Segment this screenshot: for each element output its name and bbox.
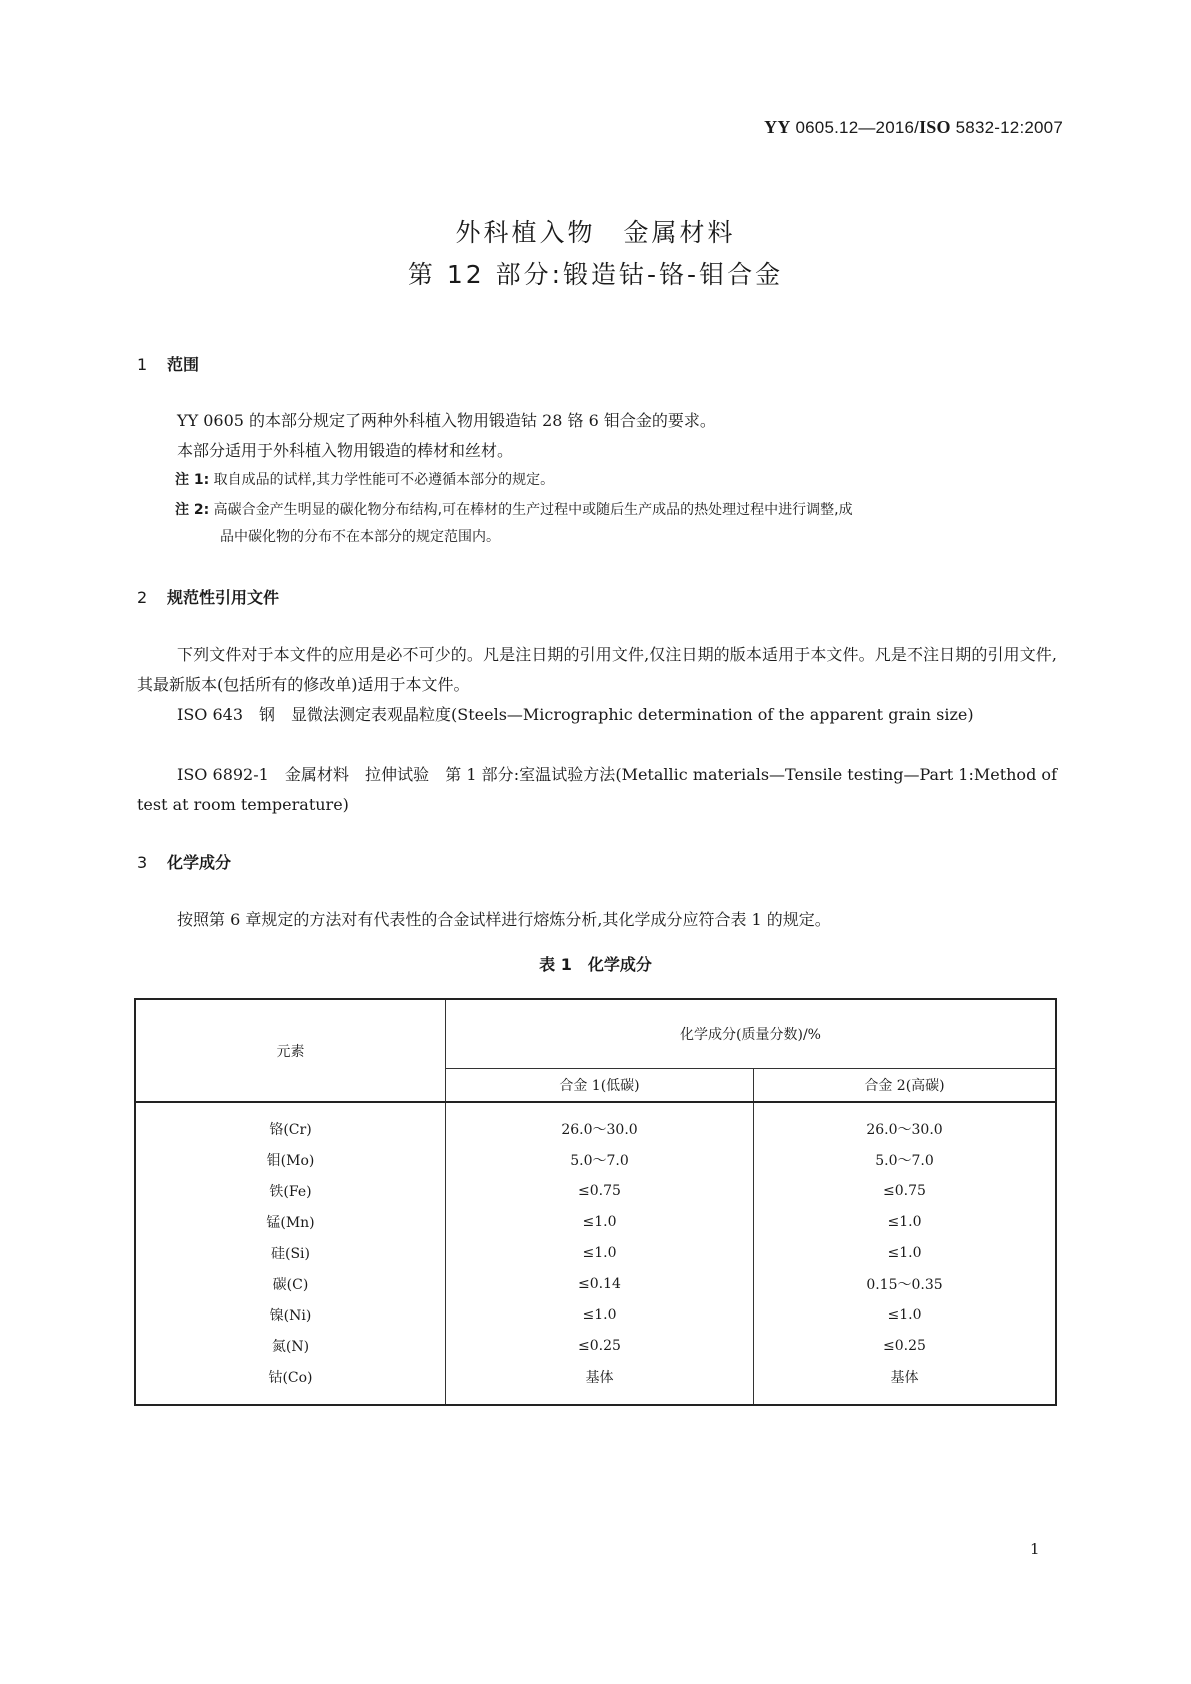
table-row: 硅(Si) ≤1.0 ≤1.0	[135, 1237, 1056, 1268]
page-number: 1	[1030, 1540, 1040, 1558]
header-alloy-2: 合金 2(高碳)	[754, 1069, 1057, 1103]
table-row: 碳(C) ≤0.14 0.15～0.35	[135, 1268, 1056, 1299]
note-1: 注 1: 取自成品的试样,其力学性能可不必遵循本部分的规定。	[175, 472, 555, 488]
table-row: 镍(Ni) ≤1.0 ≤1.0	[135, 1299, 1056, 1330]
table-title: 表 1 化学成分	[539, 955, 652, 974]
chemical-composition-table	[134, 998, 1057, 1406]
table-row: 铁(Fe) ≤0.75 ≤0.75	[135, 1175, 1056, 1206]
iso-number: 5832-12:2007	[955, 118, 1063, 137]
section-2-heading: 2 规范性引用文件	[137, 588, 280, 607]
table-row: 锰(Mn) ≤1.0 ≤1.0	[135, 1206, 1056, 1237]
table-row: 钼(Mo) 5.0～7.0 5.0～7.0	[135, 1144, 1056, 1175]
table-row: 氮(N) ≤0.25 ≤0.25	[135, 1330, 1056, 1361]
header-element: 元素	[135, 999, 446, 1102]
std-number: 0605.12—2016/	[795, 118, 920, 137]
standard-code	[764, 117, 1063, 138]
header-alloy-1: 合金 1(低碳)	[446, 1069, 754, 1103]
section-1-paragraph-1: YY 0605 的本部分规定了两种外科植入物用锻造钴 28 铬 6 钼合金的要求。	[177, 411, 716, 430]
section-3-paragraph-1: 按照第 6 章规定的方法对有代表性的合金试样进行熔炼分析,其化学成分应符合表 1 的规定。	[177, 910, 831, 929]
header-composition: 化学成分(质量分数)/%	[446, 999, 1057, 1069]
section-1-heading: 1 范围	[137, 355, 200, 374]
iso-prefix: ISO	[919, 117, 951, 137]
reference-iso-6892-1: ISO 6892-1 金属材料 拉伸试验 第 1 部分:室温试验方法(Metallic materials—Tensile testing—Part 1:Method of test at room temperature)	[137, 765, 1057, 814]
document-title-line2: 第 12 部分:锻造钴-铬-钼合金	[407, 260, 784, 289]
section-2-paragraph-1: 下列文件对于本文件的应用是必不可少的。凡是注日期的引用文件,仅注日期的版本适用于本文件。凡是不注日期的引用文件,其最新版本(包括所有的修改单)适用于本文件。	[137, 645, 1057, 694]
note-2: 注 2: 高碳合金产生明显的碳化物分布结构,可在棒材的生产过程中或随后生产成品的热处理过程中进行调整,成 品中碳化物的分布不在本部分的规定范围内。	[175, 502, 853, 545]
reference-iso-643: ISO 643 钢 显微法测定表观晶粒度(Steels—Micrographic determination of the apparent grain size)	[177, 705, 974, 724]
table-row: 钴(Co) 基体 基体	[135, 1361, 1056, 1405]
document-title-line1: 外科植入物 金属材料	[455, 218, 736, 247]
std-prefix: YY	[764, 117, 791, 137]
section-1-paragraph-2: 本部分适用于外科植入物用锻造的棒材和丝材。	[177, 441, 514, 460]
section-3-heading: 3 化学成分	[137, 853, 232, 872]
table-row: 铬(Cr) 26.0～30.0 26.0～30.0	[135, 1102, 1056, 1144]
